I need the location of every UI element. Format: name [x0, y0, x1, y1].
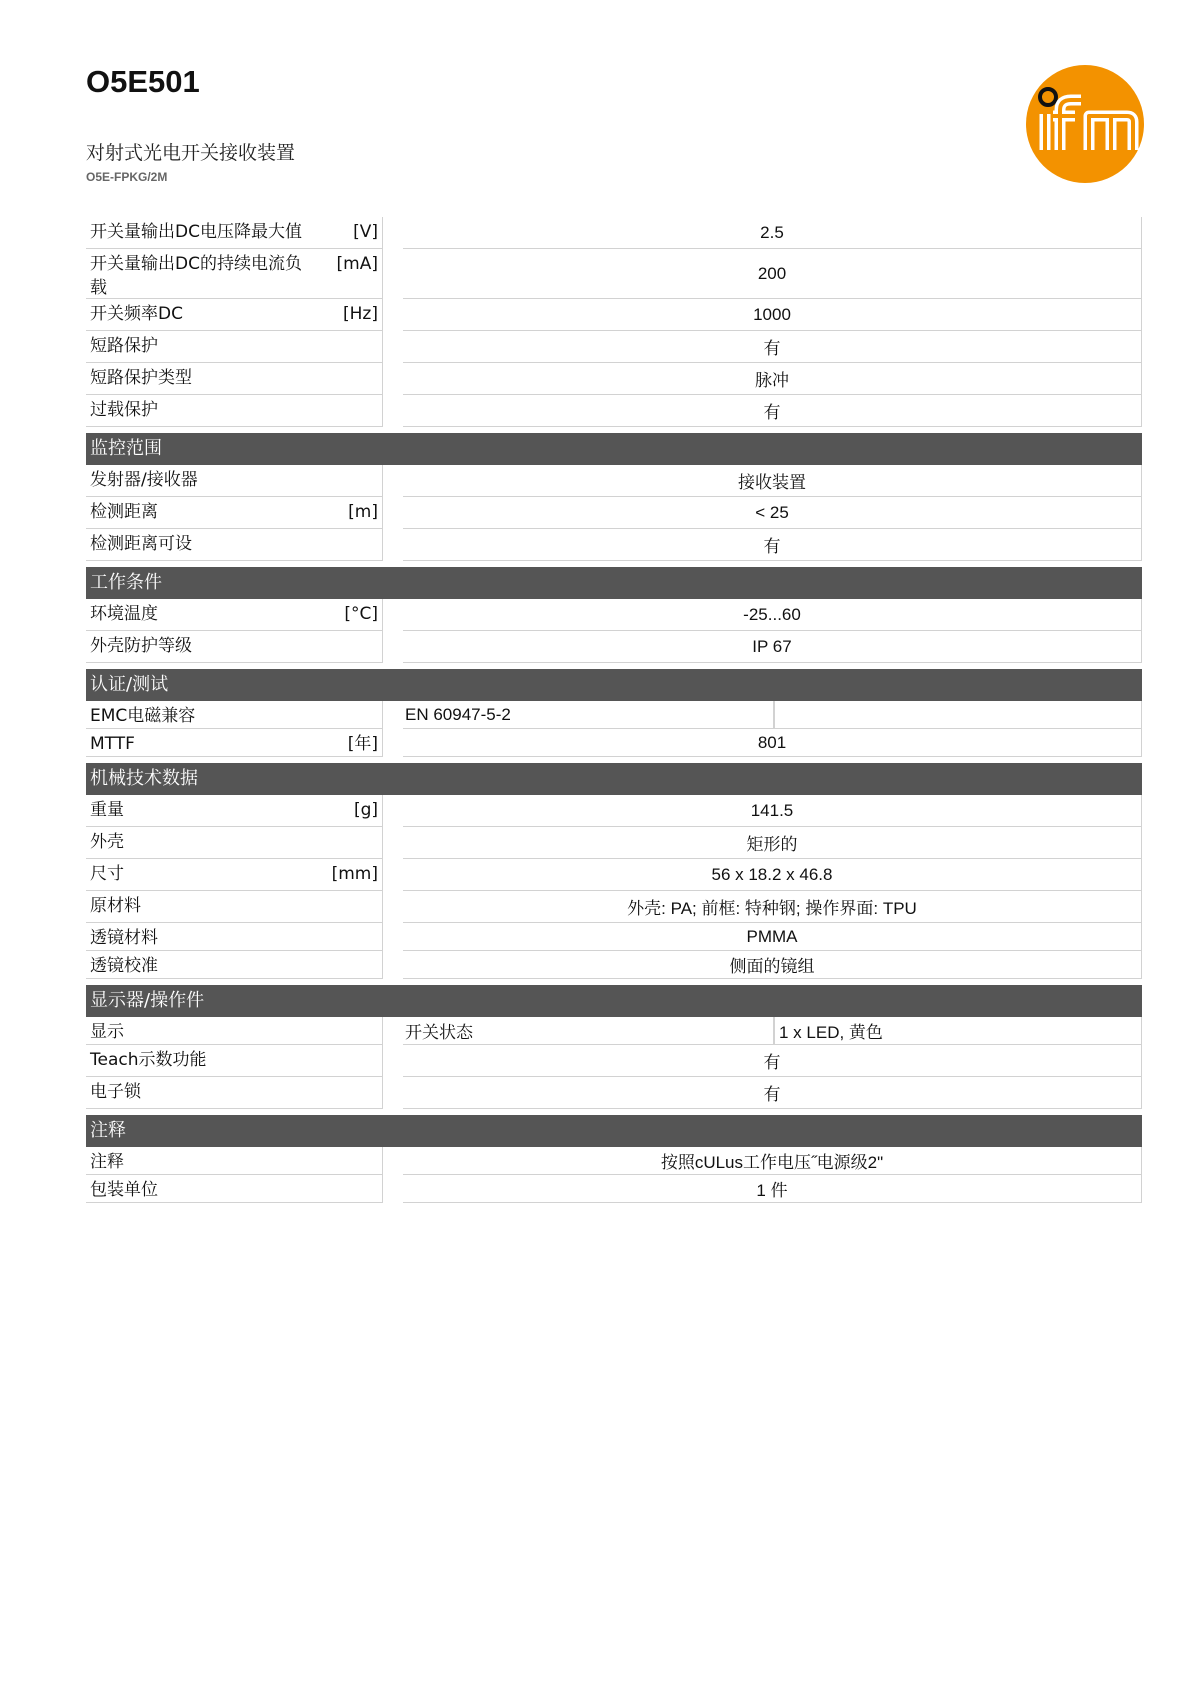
row-value: 脉冲: [403, 363, 1142, 395]
row-label: 包装单位: [90, 1180, 158, 1200]
section-header: 机械技术数据: [86, 763, 1142, 795]
row-value: 接收装置: [403, 465, 1142, 497]
table-row: [86, 729, 1142, 757]
table-row: [86, 529, 1142, 561]
table-row: [86, 827, 1142, 859]
row-label: 短路保护: [90, 336, 158, 356]
row-label: 检测距离: [90, 502, 158, 522]
row-value: 56 x 18.2 x 46.8: [403, 859, 1142, 891]
row-value: -25...60: [403, 599, 1142, 631]
row-value: 有: [403, 1077, 1142, 1109]
table-row: [86, 631, 1142, 663]
table-row: [86, 395, 1142, 427]
row-value: 按照cULus工作电压˝电源级2": [403, 1147, 1142, 1175]
row-value-extra: [774, 701, 1142, 729]
section-header: 认证/测试: [86, 669, 1142, 701]
table-row: [86, 249, 1142, 299]
row-value: 1000: [403, 299, 1142, 331]
row-unit: [V]: [353, 222, 378, 242]
row-value: 矩形的: [403, 827, 1142, 859]
table-row: [86, 331, 1142, 363]
row-unit: [mA]: [336, 254, 378, 274]
row-value: 侧面的镜组: [403, 951, 1142, 979]
row-label: 透镜材料: [90, 928, 158, 948]
spec-table: [86, 217, 1142, 1203]
table-row: [86, 299, 1142, 331]
row-value: 1 件: [403, 1175, 1142, 1203]
product-description: 对射式光电开关接收装置: [86, 142, 296, 164]
row-label: 重量: [90, 800, 124, 820]
row-label: 检测距离可设: [90, 534, 192, 554]
row-value: 有: [403, 395, 1142, 427]
section-header: 注释: [86, 1115, 1142, 1147]
row-label: 开关量输出DC的持续电流负载: [90, 254, 302, 298]
row-label: Teach示数功能: [90, 1050, 207, 1070]
row-value: 有: [403, 1045, 1142, 1077]
section-header: 显示器/操作件: [86, 985, 1142, 1017]
row-value: 1 x LED, 黄色: [774, 1017, 1142, 1045]
row-sublabel: 开关状态: [403, 1017, 774, 1045]
row-label: 透镜校准: [90, 956, 158, 976]
table-row: [86, 1147, 1142, 1175]
row-value: 801: [403, 729, 1142, 757]
row-label: 过载保护: [90, 400, 158, 420]
row-label: 注释: [90, 1152, 124, 1172]
table-row: [86, 795, 1142, 827]
row-label: MTTF: [90, 734, 135, 754]
row-label: 电子锁: [90, 1082, 141, 1102]
table-row: [86, 891, 1142, 923]
row-label: 开关频率DC: [90, 304, 183, 324]
row-label: EMC电磁兼容: [90, 706, 196, 726]
row-unit: [mm]: [331, 864, 378, 884]
row-value: 有: [403, 529, 1142, 561]
table-row: [86, 1175, 1142, 1203]
row-unit: [g]: [353, 800, 378, 820]
row-value: IP 67: [403, 631, 1142, 663]
row-value: < 25: [403, 497, 1142, 529]
table-row: [86, 701, 1142, 729]
row-label: 外壳防护等级: [90, 636, 192, 656]
table-row: [86, 217, 1142, 249]
row-value: 有: [403, 331, 1142, 363]
row-value: 外壳: PA; 前框: 特种钢; 操作界面: TPU: [403, 891, 1142, 923]
table-row: [86, 497, 1142, 529]
table-row: [86, 599, 1142, 631]
table-row: [86, 363, 1142, 395]
row-value: PMMA: [403, 923, 1142, 951]
row-value: 2.5: [403, 217, 1142, 249]
row-unit: [°C]: [344, 604, 378, 624]
row-unit: [年]: [347, 734, 378, 754]
row-label: 短路保护类型: [90, 368, 192, 388]
table-row: [86, 923, 1142, 951]
row-label: 开关量输出DC电压降最大值: [90, 222, 302, 242]
section-header: 工作条件: [86, 567, 1142, 599]
article-code: O5E-FPKG/2M: [86, 170, 168, 184]
table-row: [86, 1045, 1142, 1077]
table-row: [86, 465, 1142, 497]
section-header: 监控范围: [86, 433, 1142, 465]
row-value: EN 60947-5-2: [403, 701, 774, 729]
row-label: 外壳: [90, 832, 124, 852]
table-row: [86, 859, 1142, 891]
row-label: 环境温度: [90, 604, 158, 624]
table-row: [86, 1077, 1142, 1109]
page-title: O5E501: [86, 64, 200, 99]
row-unit: [Hz]: [343, 304, 378, 324]
row-label: 原材料: [90, 896, 141, 916]
row-label: 发射器/接收器: [90, 470, 198, 490]
row-unit: [m]: [348, 502, 378, 522]
ifm-logo: [1025, 64, 1145, 184]
row-value: 200: [403, 249, 1142, 299]
row-label: 显示: [90, 1022, 124, 1042]
row-value: 141.5: [403, 795, 1142, 827]
row-label: 尺寸: [90, 864, 124, 884]
table-row: [86, 951, 1142, 979]
table-row: [86, 1017, 1142, 1045]
